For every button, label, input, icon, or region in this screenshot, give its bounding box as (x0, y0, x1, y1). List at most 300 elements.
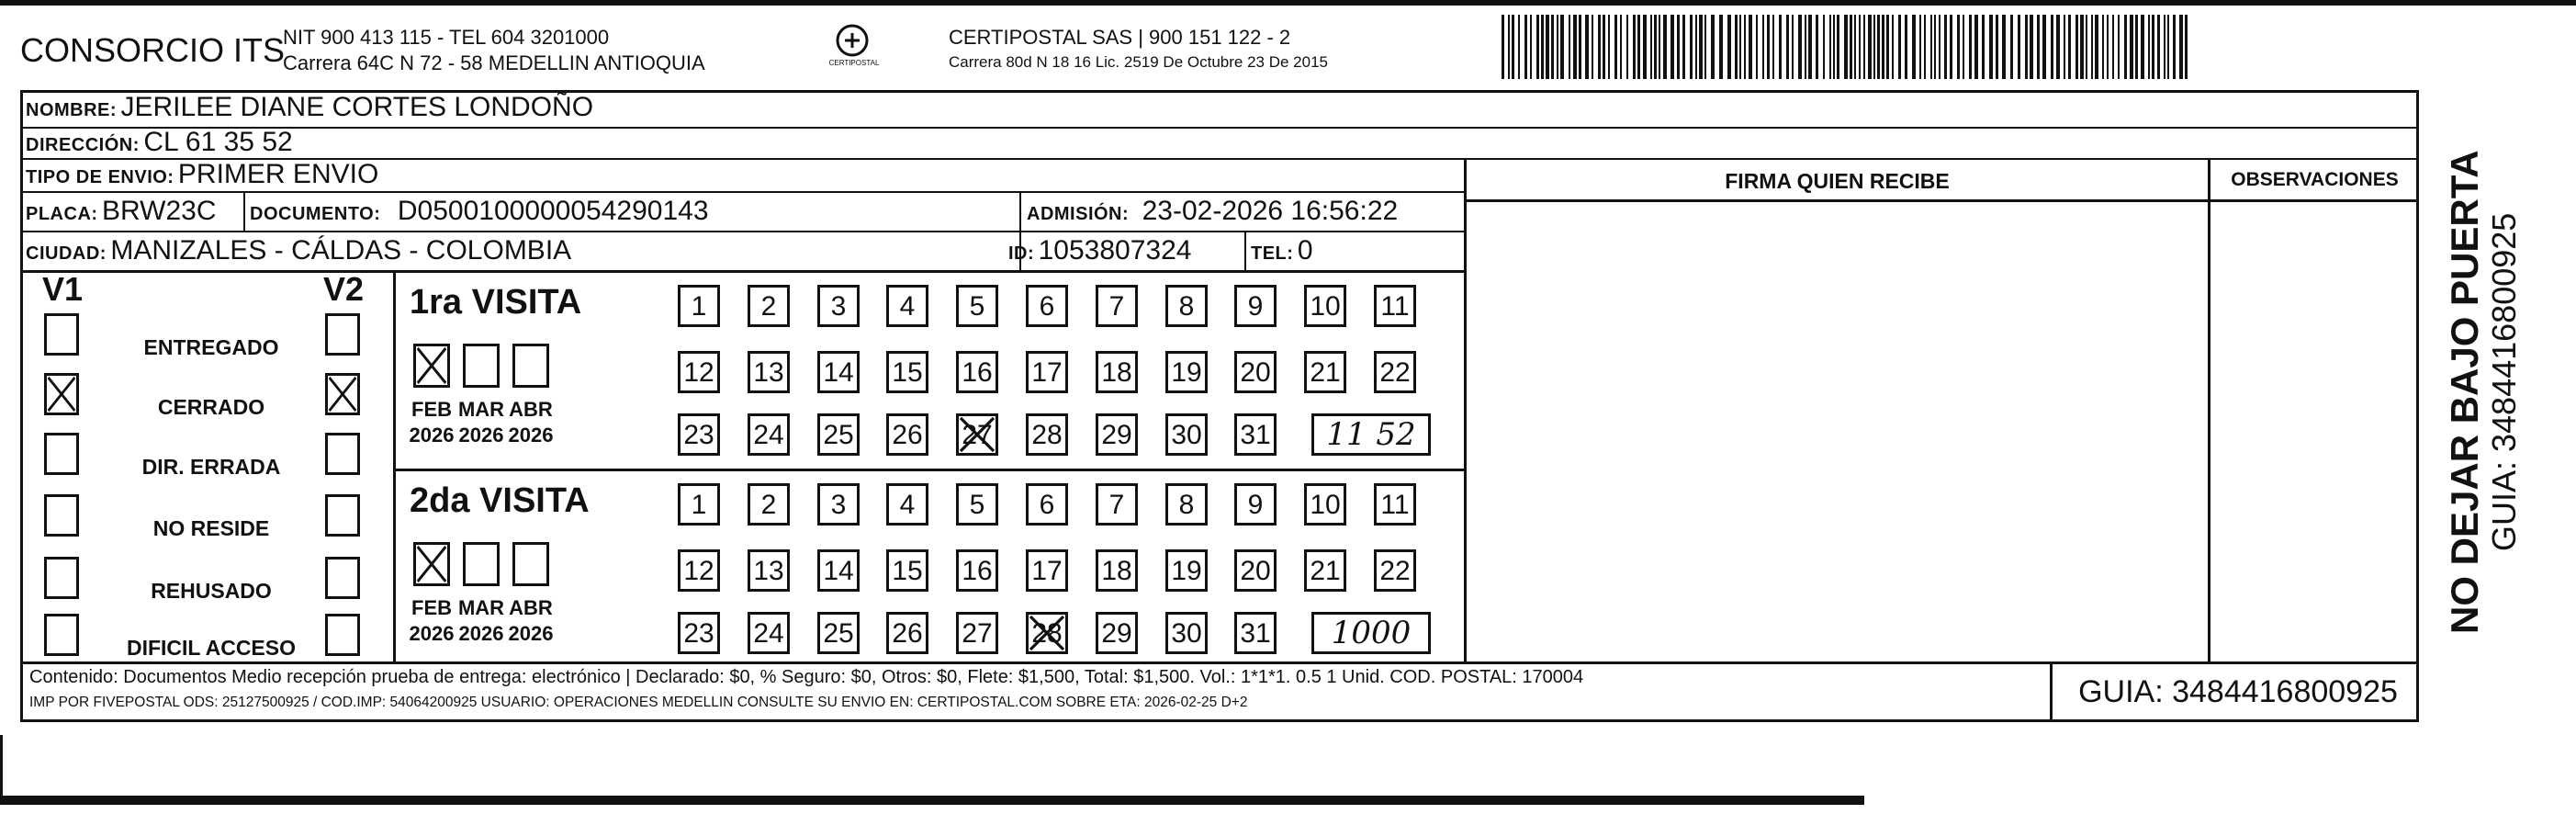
company-address: Carrera 64C N 72 - 58 MEDELLIN ANTIOQUIA (283, 51, 705, 74)
barcode-bar (1699, 15, 1703, 79)
barcode-bar (1873, 15, 1875, 79)
month-checkbox-feb[interactable] (413, 344, 450, 388)
reason-label: NO RESIDE (152, 516, 270, 540)
day-number: 29 (1101, 420, 1132, 450)
barcode-bar (1939, 15, 1940, 79)
day-box-26[interactable] (886, 413, 928, 456)
day-number: 12 (683, 357, 714, 388)
barcode-bar (1727, 15, 1731, 79)
tel-value: 0 (1297, 235, 1313, 266)
day-box-8[interactable] (1165, 285, 1208, 327)
barcode-bar (2080, 15, 2084, 79)
firma-area[interactable] (1467, 202, 2208, 661)
day-box-4[interactable] (886, 483, 928, 526)
month-label (456, 397, 507, 448)
barcode-bar (1859, 15, 1861, 79)
day-box-29[interactable] (1096, 413, 1138, 456)
day-box-14[interactable] (817, 549, 860, 592)
barcode-bar (1512, 15, 1514, 79)
day-box-27[interactable] (956, 413, 998, 456)
day-number: 3 (830, 490, 847, 520)
day-number: 21 (1310, 556, 1341, 586)
day-box-5[interactable] (956, 483, 998, 526)
barcode-bar (1637, 15, 1640, 79)
nombre-value: JERILEE DIANE CORTES LONDOÑO (120, 92, 594, 122)
day-box-2[interactable] (748, 483, 790, 526)
barcode-bar (1585, 15, 1589, 79)
footer-guia: GUIA: 3484416800925 (2078, 674, 2398, 709)
day-number: 30 (1171, 618, 1202, 649)
month-name: MAR (457, 596, 505, 619)
day-box-30[interactable] (1165, 612, 1208, 654)
certipostal-logo (827, 22, 878, 77)
day-number: 8 (1178, 490, 1195, 520)
day-number: 16 (962, 357, 993, 388)
barcode-bar (1786, 15, 1789, 79)
day-number: 24 (753, 420, 784, 450)
month-checkbox-abr[interactable] (512, 344, 549, 388)
day-box-18[interactable] (1096, 351, 1138, 393)
day-box-11[interactable] (1374, 483, 1416, 526)
day-box-24[interactable] (748, 413, 790, 456)
nombre-row (26, 92, 593, 123)
barcode-bar (1598, 15, 1601, 79)
barcode-bar (1749, 15, 1752, 79)
day-number: 26 (892, 420, 923, 450)
barcode-bar (1767, 15, 1770, 79)
day-number: 30 (1171, 420, 1202, 450)
barcode-bar (2148, 15, 2150, 79)
day-box-17[interactable] (1026, 549, 1068, 592)
day-number: 3 (830, 291, 847, 322)
barcode-bar (1829, 15, 1831, 79)
barcode-bar (1579, 15, 1581, 79)
day-box-3[interactable] (817, 483, 860, 526)
barcode-bar (1850, 15, 1852, 79)
barcode-bar (1898, 15, 1901, 79)
day-number: 13 (753, 556, 784, 586)
day-box-4[interactable] (886, 285, 928, 327)
barcode-bar (1569, 15, 1570, 79)
barcode-bar (2135, 15, 2138, 79)
barcode-bar (1957, 15, 1960, 79)
day-box-2[interactable] (748, 285, 790, 327)
barcode-bar (2068, 15, 2071, 79)
observaciones-area[interactable] (2210, 202, 2419, 661)
month-name: MAR (457, 398, 505, 421)
barcode-bar (2086, 15, 2087, 79)
barcode-bar (1592, 15, 1593, 79)
day-box-27[interactable] (956, 612, 998, 654)
day-number: 7 (1108, 490, 1125, 520)
side-guia: GUIA: 3484416800925 (2485, 212, 2523, 551)
day-number: 26 (892, 618, 923, 649)
id-value: 1053807324 (1038, 235, 1192, 266)
barcode-bar (1877, 15, 1880, 79)
firma-header: FIRMA QUIEN RECIBE (1725, 169, 1950, 193)
barcode-bar (1659, 15, 1660, 79)
barcode-bar (2037, 15, 2040, 79)
barcode-bar (1772, 15, 1774, 79)
barcode-bar (1989, 15, 1993, 79)
tel-label: TEL: (1251, 243, 1294, 264)
day-box-11[interactable] (1374, 285, 1416, 327)
barcode (1502, 15, 2190, 79)
ciudad-cell (26, 235, 571, 266)
month-year: 2026 (458, 622, 504, 645)
day-box-9[interactable] (1234, 483, 1277, 526)
side-warning: NO DEJAR BAJO PUERTA (2443, 150, 2486, 634)
day-box-30[interactable] (1165, 413, 1208, 456)
direccion-row (26, 127, 293, 158)
day-number: 1 (691, 291, 707, 322)
day-box-12[interactable] (678, 351, 720, 393)
barcode-bar (2141, 15, 2144, 79)
barcode-bar (1762, 15, 1764, 79)
month-label (406, 397, 457, 448)
reason-label: REHUSADO (151, 579, 272, 603)
month-year: 2026 (458, 424, 504, 447)
ciudad-label: CIUDAD: (26, 243, 107, 264)
barcode-bar (1756, 15, 1758, 79)
month-checkbox-abr[interactable] (512, 542, 549, 586)
documento-cell (250, 196, 709, 227)
courier-name: CERTIPOSTAL SAS | 900 151 122 - 2 (949, 26, 1291, 49)
reason-label: ENTREGADO (143, 335, 279, 359)
barcode-bar (2152, 15, 2154, 79)
barcode-bar (2118, 15, 2120, 79)
nombre-label: NOMBRE: (26, 100, 118, 120)
barcode-bar (1963, 15, 1964, 79)
v1-checkbox-entregado[interactable] (44, 313, 79, 356)
day-number: 19 (1171, 357, 1202, 388)
barcode-bar (2018, 15, 2020, 79)
barcode-bar (1536, 15, 1539, 79)
barcode-bar (1739, 15, 1741, 79)
barcode-bar (1603, 15, 1605, 79)
day-box-31[interactable] (1234, 413, 1277, 456)
day-number: 31 (1240, 618, 1271, 649)
month-label (406, 595, 457, 647)
barcode-bar (1969, 15, 1972, 79)
v2-label: V2 (323, 270, 365, 308)
barcode-bar (1823, 15, 1825, 79)
day-number: 25 (823, 618, 854, 649)
day-number: 5 (969, 291, 985, 322)
barcode-bar (2164, 15, 2165, 79)
barcode-bar (2157, 15, 2160, 79)
month-label (505, 595, 557, 647)
v1-checkbox-dificil-acceso[interactable] (44, 614, 79, 656)
day-box-7[interactable] (1096, 285, 1138, 327)
day-box-31[interactable] (1234, 612, 1277, 654)
day-box-25[interactable] (817, 612, 860, 654)
barcode-bar (1744, 15, 1746, 79)
barcode-bar (1930, 15, 1932, 79)
day-box-13[interactable] (748, 549, 790, 592)
day-number: 23 (683, 618, 714, 649)
barcode-bar (1573, 15, 1577, 79)
barcode-bar (1924, 15, 1926, 79)
day-number: 21 (1310, 357, 1341, 388)
day-number: 4 (899, 490, 916, 520)
day-box-13[interactable] (748, 351, 790, 393)
day-box-7[interactable] (1096, 483, 1138, 526)
barcode-bar (2179, 15, 2183, 79)
barcode-bar (1905, 15, 1907, 79)
visit-time[interactable]: 1000 (1311, 612, 1431, 654)
barcode-bar (1982, 15, 1985, 79)
barcode-bar (2091, 15, 2093, 79)
barcode-bar (1608, 15, 1610, 79)
day-box-16[interactable] (956, 549, 998, 592)
day-box-21[interactable] (1304, 549, 1346, 592)
day-number: 5 (969, 490, 985, 520)
day-box-20[interactable] (1234, 351, 1277, 393)
day-number: 15 (892, 357, 923, 388)
month-name: FEB (411, 398, 452, 421)
day-box-17[interactable] (1026, 351, 1068, 393)
day-number: 6 (1039, 490, 1055, 520)
day-box-5[interactable] (956, 285, 998, 327)
day-box-18[interactable] (1096, 549, 1138, 592)
tipo-row (26, 159, 378, 190)
admision-cell (1027, 196, 1398, 227)
day-number: 4 (899, 291, 916, 322)
footer-contenido: Contenido: Documentos Medio recepción prueba de entrega: electrónico | Declarado: $0, % Seguro: $0, Otros: $0, Flete: $1,500, Total: $1,500. Vol.: 1*1*1. 0.5 1 Unid. COD. POSTAL: 170004 (29, 667, 1584, 687)
day-box-10[interactable] (1304, 285, 1346, 327)
month-checkbox-mar[interactable] (463, 542, 500, 586)
day-number: 16 (962, 556, 993, 586)
barcode-bar (1541, 15, 1544, 79)
barcode-bar (1508, 15, 1510, 79)
reason-label: DIFICIL ACCESO (126, 636, 296, 660)
barcode-bar (1798, 15, 1802, 79)
day-box-19[interactable] (1165, 549, 1208, 592)
admision-label: ADMISIÓN: (1027, 204, 1130, 224)
month-year: 2026 (508, 622, 554, 645)
placa-cell (26, 196, 216, 227)
barcode-bar (1892, 15, 1894, 79)
barcode-bar (2075, 15, 2078, 79)
month-year: 2026 (508, 424, 554, 447)
day-number: 22 (1379, 556, 1411, 586)
day-number: 29 (1101, 618, 1132, 649)
visit-title: 1ra VISITA (410, 283, 582, 322)
v1-checkbox-no-reside[interactable] (44, 494, 79, 537)
barcode-bar (1546, 15, 1549, 79)
day-number: 27 (962, 618, 993, 649)
day-box-8[interactable] (1165, 483, 1208, 526)
barcode-bar (2107, 15, 2109, 79)
day-box-3[interactable] (817, 285, 860, 327)
barcode-bar (1863, 15, 1865, 79)
company-nit: NIT 900 413 115 - TEL 604 3201000 (283, 26, 610, 49)
barcode-bar (1792, 15, 1794, 79)
barcode-bar (1614, 15, 1617, 79)
day-number: 28 (1031, 618, 1063, 649)
barcode-bar (1996, 15, 1998, 79)
day-box-9[interactable] (1234, 285, 1277, 327)
day-number: 2 (760, 291, 777, 322)
barcode-bar (2030, 15, 2033, 79)
id-cell (1008, 235, 1191, 266)
barcode-bar (2124, 15, 2127, 79)
day-number: 2 (760, 490, 777, 520)
barcode-bar (2025, 15, 2028, 79)
month-name: FEB (411, 596, 452, 619)
day-box-14[interactable] (817, 351, 860, 393)
day-number: 13 (753, 357, 784, 388)
day-box-20[interactable] (1234, 549, 1277, 592)
barcode-bar (2042, 15, 2046, 79)
barcode-bar (1530, 15, 1532, 79)
barcode-bar (1677, 15, 1680, 79)
day-number: 23 (683, 420, 714, 450)
bottom-border (0, 796, 1864, 805)
barcode-bar (1950, 15, 1952, 79)
barcode-bar (1704, 15, 1706, 79)
day-box-23[interactable] (678, 413, 720, 456)
barcode-bar (1695, 15, 1697, 79)
day-box-15[interactable] (886, 351, 928, 393)
barcode-bar (2051, 15, 2053, 79)
day-number: 22 (1379, 357, 1411, 388)
barcode-bar (1560, 15, 1564, 79)
barcode-bar (1633, 15, 1636, 79)
month-year: 2026 (409, 424, 455, 447)
day-number: 17 (1031, 556, 1063, 586)
day-number: 18 (1101, 357, 1132, 388)
barcode-bar (1816, 15, 1818, 79)
barcode-bar (1551, 15, 1554, 79)
barcode-bar (1944, 15, 1947, 79)
day-number: 20 (1240, 556, 1271, 586)
day-number: 18 (1101, 556, 1132, 586)
barcode-bar (2056, 15, 2060, 79)
month-checkbox-feb[interactable] (413, 542, 450, 586)
day-number: 15 (892, 556, 923, 586)
day-number: 27 (962, 420, 993, 450)
day-number: 9 (1247, 291, 1264, 322)
day-number: 14 (823, 556, 854, 586)
barcode-bar (1735, 15, 1738, 79)
month-checkbox-mar[interactable] (463, 344, 500, 388)
day-box-28[interactable] (1026, 612, 1068, 654)
day-box-21[interactable] (1304, 351, 1346, 393)
day-box-1[interactable] (678, 285, 720, 327)
company-name: CONSORCIO ITS (20, 31, 286, 69)
day-number: 31 (1240, 420, 1271, 450)
day-box-28[interactable] (1026, 413, 1068, 456)
day-number: 12 (683, 556, 714, 586)
barcode-bar (1654, 15, 1657, 79)
barcode-bar (1711, 15, 1715, 79)
barcode-bar (2185, 15, 2188, 79)
day-box-6[interactable] (1026, 483, 1068, 526)
reason-label: CERRADO (157, 395, 265, 419)
barcode-bar (1719, 15, 1723, 79)
barcode-bar (1808, 15, 1812, 79)
month-name: ABR (509, 596, 553, 619)
bottom-left-edge (0, 735, 3, 801)
day-box-22[interactable] (1374, 351, 1416, 393)
barcode-bar (2064, 15, 2065, 79)
day-number: 20 (1240, 357, 1271, 388)
barcode-bar (1912, 15, 1916, 79)
observaciones-header: OBSERVACIONES (2231, 169, 2399, 190)
barcode-bar (1805, 15, 1806, 79)
placa-label: PLACA: (26, 204, 98, 224)
tel-cell (1251, 235, 1313, 266)
day-number: 24 (753, 618, 784, 649)
day-box-19[interactable] (1165, 351, 1208, 393)
barcode-bar (1837, 15, 1839, 79)
barcode-bar (2130, 15, 2133, 79)
day-box-26[interactable] (886, 612, 928, 654)
day-box-22[interactable] (1374, 549, 1416, 592)
barcode-bar (2002, 15, 2006, 79)
barcode-bar (1643, 15, 1647, 79)
day-box-25[interactable] (817, 413, 860, 456)
barcode-bar (2010, 15, 2013, 79)
barcode-bar (1663, 15, 1667, 79)
logo-text: CERTIPOSTAL (828, 59, 880, 67)
v1-checkbox-cerrado[interactable] (44, 373, 79, 415)
barcode-bar (2167, 15, 2169, 79)
day-box-10[interactable] (1304, 483, 1346, 526)
barcode-bar (1626, 15, 1628, 79)
direccion-value: CL 61 35 52 (143, 127, 293, 157)
barcode-bar (1854, 15, 1856, 79)
day-box-24[interactable] (748, 612, 790, 654)
v1-checkbox-dir-errada[interactable] (44, 433, 79, 475)
day-box-6[interactable] (1026, 285, 1068, 327)
footer-imp: IMP POR FIVEPOSTAL ODS: 25127500925 / COD.IMP: 54064200925 USUARIO: OPERACIONES MEDELLIN CONSULTE SU ENVIO EN: CERTIPOSTAL.COM SOBRE ETA: 2026-02-25 D+2 (29, 695, 1248, 710)
ciudad-value: MANIZALES - CÁLDAS - COLOMBIA (110, 235, 572, 266)
visit-time[interactable]: 11 52 (1311, 413, 1431, 456)
day-number: 17 (1031, 357, 1063, 388)
day-box-15[interactable] (886, 549, 928, 592)
v1-label: V1 (42, 270, 84, 308)
barcode-bar (1844, 15, 1848, 79)
day-number: 6 (1039, 291, 1055, 322)
courier-address: Carrera 80d N 18 16 Lic. 2519 De Octubre 23 De 2015 (949, 53, 1328, 71)
reason-label: DIR. ERRADA (141, 455, 281, 479)
direccion-label: DIRECCIÓN: (26, 135, 140, 155)
day-number: 25 (823, 420, 854, 450)
day-box-16[interactable] (956, 351, 998, 393)
day-box-1[interactable] (678, 483, 720, 526)
tipo-value: PRIMER ENVIO (177, 159, 379, 189)
day-box-12[interactable] (678, 549, 720, 592)
month-name: ABR (509, 398, 553, 421)
barcode-bar (1518, 15, 1520, 79)
barcode-bar (1650, 15, 1652, 79)
day-box-23[interactable] (678, 612, 720, 654)
day-box-29[interactable] (1096, 612, 1138, 654)
month-label (505, 397, 557, 448)
barcode-bar (2173, 15, 2176, 79)
v1-checkbox-rehusado[interactable] (44, 557, 79, 599)
placa-value: BRW23C (102, 196, 217, 226)
documento-label: DOCUMENTO: (250, 204, 381, 224)
documento-value: D0500100000054290143 (397, 196, 709, 226)
barcode-bar (1934, 15, 1936, 79)
barcode-bar (1524, 15, 1527, 79)
barcode-bar (1682, 15, 1685, 79)
visit-title: 2da VISITA (410, 481, 590, 520)
